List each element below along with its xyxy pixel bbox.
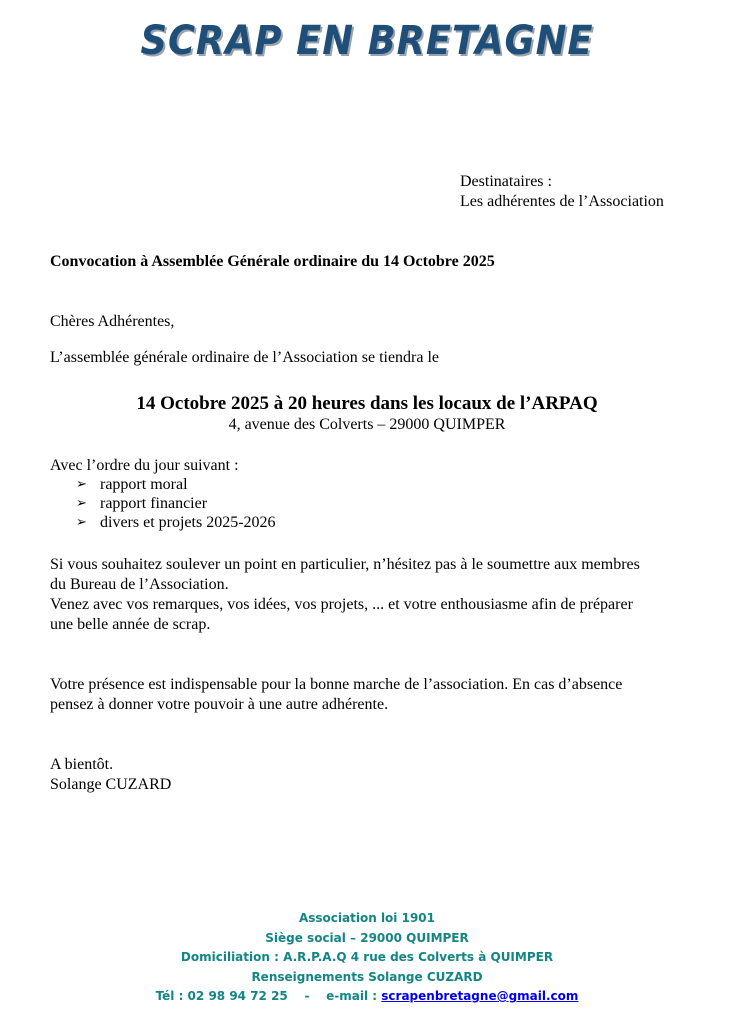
footer-phone-text: Tél : 02 98 94 72 25 - e-mail : [155, 989, 382, 1003]
meeting-datetime: 14 Octobre 2025 à 20 heures dans les locaux de l’ARPAQ [136, 393, 598, 414]
paragraph-line: Si vous souhaitez soulever un point en particulier, n’hésitez pas à le soumettre aux membres [50, 556, 640, 573]
agenda-label: Avec l’ordre du jour suivant : [50, 457, 239, 474]
footer [0, 909, 734, 1007]
footer-line: Domiciliation : A.R.P.A.Q 4 rue des Colverts à QUIMPER [180, 950, 554, 964]
list-item [76, 513, 276, 532]
salutation: Chères Adhérentes, [50, 313, 175, 330]
logo-title: SCRAP EN BRETAGNE [140, 18, 594, 64]
recipients-block [460, 172, 664, 212]
paragraph-line: pensez à donner votre pouvoir à une autre adhérente. [50, 696, 389, 713]
footer-line: Renseignements Solange CUZARD [251, 969, 483, 984]
arrow-bullet-icon: ➢ [76, 476, 87, 492]
email-link[interactable]: scrapenbretagne@gmail.com [381, 989, 579, 1003]
arrow-bullet-icon: ➢ [76, 495, 87, 511]
recipients-label: Destinataires : [460, 173, 552, 190]
paragraph-line: une belle année de scrap. [50, 616, 211, 633]
recipients-value: Les adhérentes de l’Association [460, 193, 664, 210]
paragraph-line: Votre présence est indispensable pour la bonne marche de l’association. En cas d’absence [50, 676, 623, 693]
list-item [76, 494, 276, 513]
paragraph-suggestions [50, 555, 700, 635]
intro-text: L’assemblée générale ordinaire de l’Association se tiendra le [50, 349, 440, 366]
agenda-item-text: rapport financier [100, 494, 208, 512]
paragraph-line: Venez avec vos remarques, vos idées, vos projets, ... et votre enthousiasme afin de préparer [50, 596, 633, 613]
footer-contact-line [0, 987, 734, 1007]
agenda-item-text: divers et projets 2025-2026 [100, 513, 276, 531]
subject-line: Convocation à Assemblée Générale ordinaire du 14 Octobre 2025 [50, 253, 495, 270]
footer-line: Siège social – 29000 QUIMPER [265, 930, 469, 945]
agenda-item-text: rapport moral [100, 475, 188, 493]
signature: Solange CUZARD [50, 776, 172, 793]
meeting-address: 4, avenue des Colverts – 29000 QUIMPER [228, 416, 506, 433]
list-item [76, 475, 276, 494]
paragraph-attendance [50, 675, 700, 715]
arrow-bullet-icon: ➢ [76, 514, 87, 530]
closing-text: A bientôt. [50, 756, 114, 773]
agenda-list [76, 475, 276, 532]
paragraph-line: du Bureau de l’Association. [50, 576, 229, 593]
signoff-block [50, 755, 171, 795]
footer-line: Association loi 1901 [298, 911, 435, 925]
